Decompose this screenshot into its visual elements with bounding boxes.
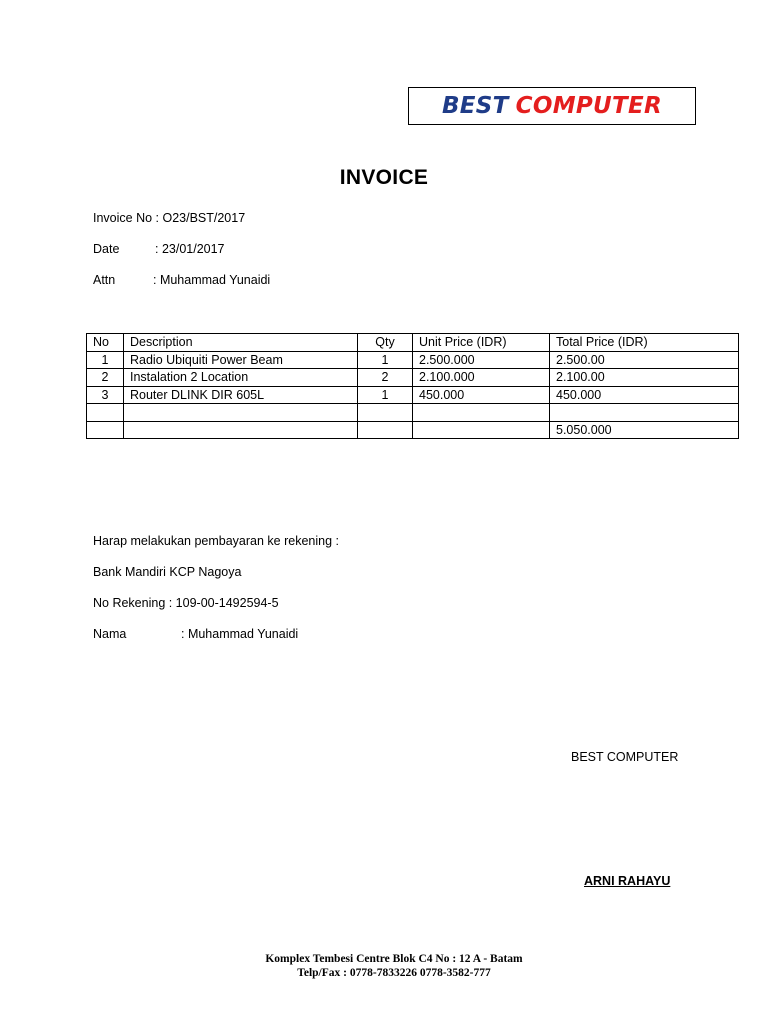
table-header-row bbox=[87, 334, 739, 352]
cell-description: Router DLINK DIR 605L bbox=[124, 386, 358, 404]
table-total-row bbox=[87, 421, 739, 439]
account-holder-label: Nama bbox=[93, 627, 127, 641]
cell-no: 2 bbox=[87, 369, 124, 387]
company-logo bbox=[408, 87, 696, 125]
header-qty: Qty bbox=[358, 334, 413, 352]
cell-description: Instalation 2 Location bbox=[124, 369, 358, 387]
cell-total-price: 2.100.00 bbox=[550, 369, 739, 387]
date-value: : 23/01/2017 bbox=[155, 242, 225, 256]
cell-no: 1 bbox=[87, 351, 124, 369]
table-row bbox=[87, 369, 739, 387]
account-number: No Rekening : 109-00-1492594-5 bbox=[93, 596, 279, 610]
cell-qty: 1 bbox=[358, 351, 413, 369]
payment-instruction: Harap melakukan pembayaran ke rekening : bbox=[93, 534, 339, 548]
cell-description: Radio Ubiquiti Power Beam bbox=[124, 351, 358, 369]
table-row bbox=[87, 386, 739, 404]
invoice-attn-row bbox=[93, 273, 270, 287]
cell-total-price: 2.500.00 bbox=[550, 351, 739, 369]
cell-unit-price: 450.000 bbox=[413, 386, 550, 404]
table-row bbox=[87, 351, 739, 369]
signature-name: ARNI RAHAYU bbox=[584, 874, 671, 888]
header-unit-price: Unit Price (IDR) bbox=[413, 334, 550, 352]
invoice-items-table bbox=[86, 333, 739, 439]
table-row-empty bbox=[87, 404, 739, 422]
footer-address: Komplex Tembesi Centre Blok C4 No : 12 A - Batam bbox=[265, 953, 523, 965]
cell-qty: 1 bbox=[358, 386, 413, 404]
cell-unit-price: 2.100.000 bbox=[413, 369, 550, 387]
signature-company: BEST COMPUTER bbox=[571, 750, 679, 764]
account-holder-row bbox=[93, 627, 298, 641]
account-holder-value: : Muhammad Yunaidi bbox=[181, 627, 299, 641]
cell-qty: 2 bbox=[358, 369, 413, 387]
footer bbox=[0, 952, 768, 980]
cell-total-price: 450.000 bbox=[550, 386, 739, 404]
logo-word-computer: COMPUTER bbox=[515, 93, 663, 119]
attn-value: : Muhammad Yunaidi bbox=[153, 273, 271, 287]
cell-no: 3 bbox=[87, 386, 124, 404]
header-total-price: Total Price (IDR) bbox=[550, 334, 739, 352]
footer-phone: Telp/Fax : 0778-7833226 0778-3582-777 bbox=[297, 967, 491, 979]
invoice-date-row bbox=[93, 242, 225, 256]
attn-label: Attn bbox=[93, 273, 116, 287]
invoice-title: INVOICE bbox=[339, 166, 429, 189]
cell-unit-price: 2.500.000 bbox=[413, 351, 550, 369]
grand-total: 5.050.000 bbox=[550, 421, 739, 439]
date-label: Date bbox=[93, 242, 120, 256]
logo-word-best: BEST bbox=[441, 93, 509, 119]
header-no: No bbox=[87, 334, 124, 352]
bank-name: Bank Mandiri KCP Nagoya bbox=[93, 565, 242, 579]
invoice-number: Invoice No : O23/BST/2017 bbox=[93, 211, 246, 225]
header-description: Description bbox=[124, 334, 358, 352]
